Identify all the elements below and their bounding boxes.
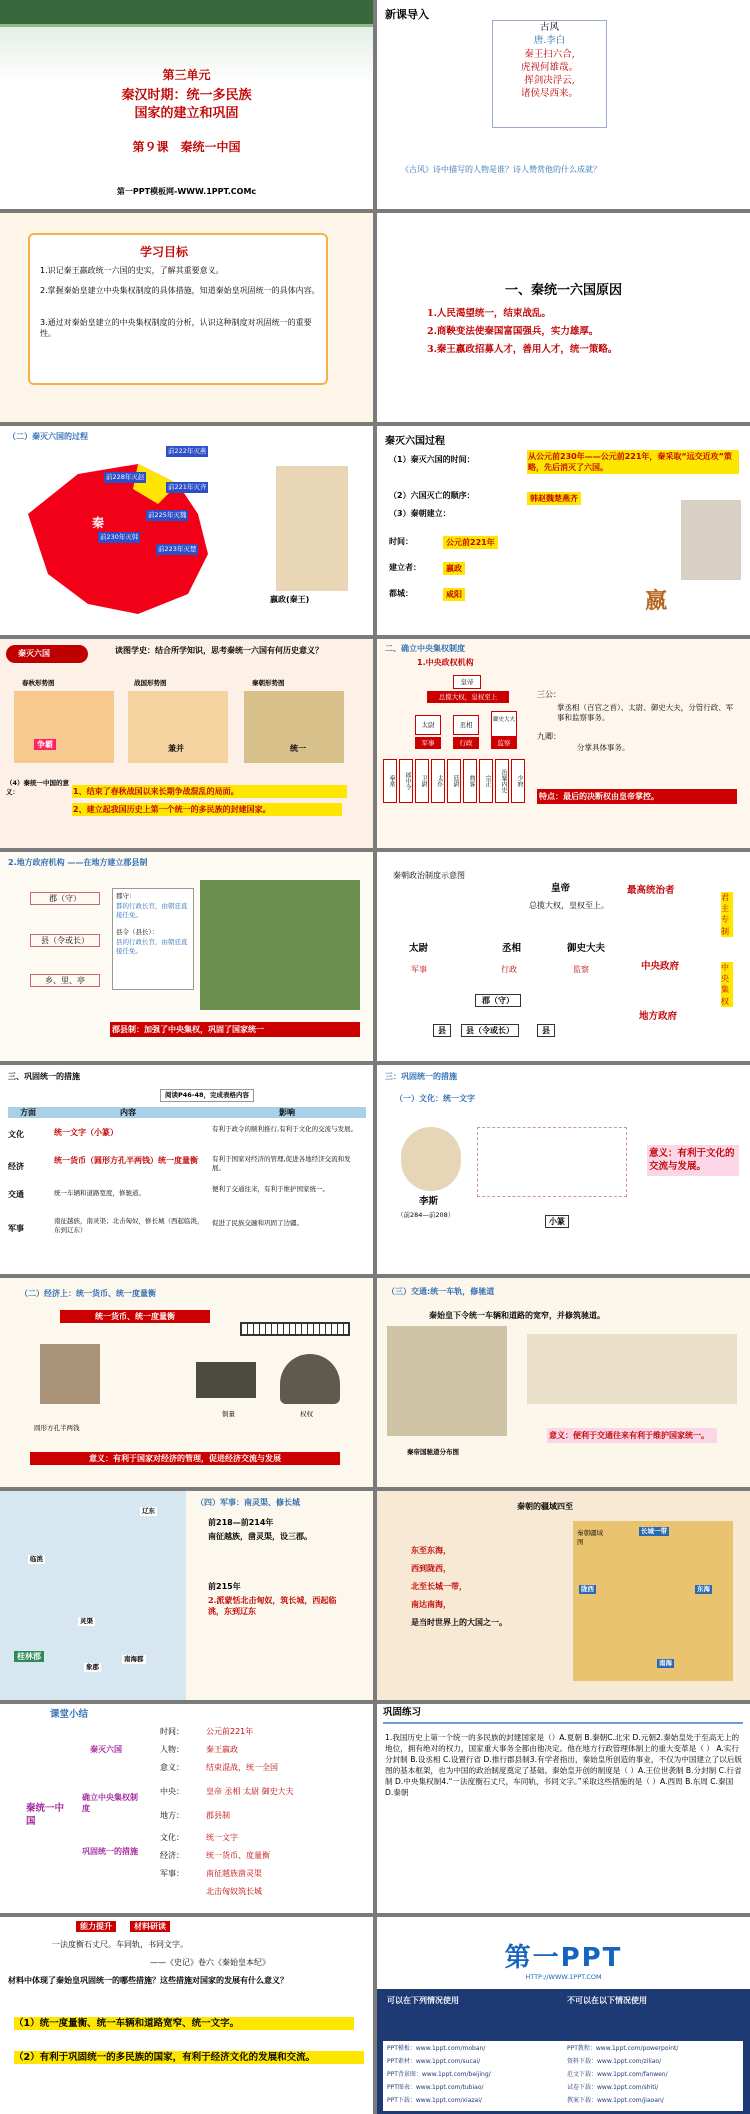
slide-heading: （二）经济上：统一货币、统一度量衡 [20, 1289, 156, 1298]
table-header: 方面 [8, 1107, 48, 1118]
map-label: 南海郡 [124, 1655, 144, 1663]
promo-link[interactable]: 资料下载：www.1ppt.com/ziliao/ [567, 2058, 662, 2065]
table-cell: 有利于国家对经济的管理,促进各地经济交流和发展。 [212, 1155, 351, 1172]
table-cell: 有利于政令的顺利推行,有利于文化的交流与发展。 [212, 1125, 358, 1133]
table-cell: 文化 [8, 1130, 24, 1139]
minister-box: 郎中令 [399, 759, 413, 803]
promo-link[interactable]: PPT模板：www.1ppt.com/moban/ [387, 2045, 486, 2052]
extent-line: 南达南海， [411, 1600, 451, 1609]
summary-value: 北击匈奴筑长城 [206, 1887, 262, 1896]
summary-key: 经济： [160, 1851, 184, 1860]
slide-transport [377, 1278, 750, 1487]
map-spring-autumn [14, 691, 114, 763]
slide-heading: 新课导入 [385, 8, 429, 21]
reason-3: 3.秦王嬴政招募人才，善用人才，统一策略。 [427, 344, 618, 355]
note-label: 郡守： [116, 892, 136, 900]
slide-heading: 秦朝的疆域四至 [517, 1502, 573, 1511]
map-label: 前222年灭燕 [168, 447, 207, 455]
summary-key: 时间： [160, 1727, 184, 1736]
branch-label: 监察 [491, 737, 517, 749]
level-commandery: 郡（守） [30, 892, 100, 905]
map-label: 前225年灭魏 [148, 511, 187, 519]
table-cell: 经济 [8, 1162, 24, 1171]
note-text: 都的行政长官，由朝廷直接任免。 [116, 902, 188, 919]
table-header: 内容 [48, 1107, 208, 1118]
map-caption: 秦朝形势图 [252, 679, 285, 687]
map-label: 南海 [659, 1659, 672, 1667]
ruler-image [240, 1322, 350, 1336]
office-label: 太尉 [409, 943, 429, 954]
county-box: 县（令或长） [461, 1024, 519, 1037]
unit-subtitle-2: 国家的建立和巩固 [134, 106, 239, 121]
map-label: 前221年灭齐 [168, 483, 207, 491]
county-box: 县 [537, 1024, 555, 1037]
meaning-note: 意义：有利于文化的交流与发展。 [647, 1145, 739, 1176]
minister-box: 廷尉 [447, 759, 461, 803]
county-box: 县 [433, 1024, 451, 1037]
slide-culture [377, 1065, 750, 1274]
office-box: 御史大夫 [491, 711, 517, 737]
minister-box: 典客 [463, 759, 477, 803]
slide-heading: 秦灭六国过程 [385, 436, 445, 447]
promo-logo: 第一PPT [504, 1943, 623, 1973]
map-label: 灵渠 [80, 1617, 93, 1625]
item-value: 韩赵魏楚燕齐 [527, 492, 581, 505]
emperor-note: 总揽大权，皇权至上。 [529, 901, 609, 910]
map-label: 临洮 [30, 1555, 43, 1563]
summary-key: 地方： [160, 1811, 184, 1820]
map-title: 秦朝疆域图 [577, 1529, 603, 1546]
portrait-years: （前284—前208） [397, 1211, 455, 1219]
extent-line: 东至东海， [411, 1546, 451, 1555]
promo-link[interactable]: 教案下载：www.1ppt.com/jiaoan/ [567, 2097, 664, 2104]
lesson-title: 第９课 秦统一中国 [132, 140, 241, 154]
poem-line: 虎视何雄哉。 [520, 61, 578, 73]
summary-root: 秦统一中国 [26, 1803, 65, 1828]
office-label: 御史大夫 [567, 943, 606, 954]
summary-branch: 确立中央集权制度 [82, 1793, 138, 1814]
summary-value: 统一文字 [206, 1833, 238, 1842]
promo-link[interactable]: 试卷下载：www.1ppt.com/shiti/ [567, 2084, 659, 2091]
table-header: 影响 [208, 1107, 366, 1118]
weight-image [280, 1354, 340, 1404]
slide-system-diagram [377, 852, 750, 1061]
slide-reasons [377, 213, 750, 422]
portrait-caption: 嬴政(秦王) [270, 595, 310, 604]
branch-label: 军事 [415, 737, 441, 749]
map-caption: 秦帝国驰道分布图 [407, 1448, 459, 1456]
period-year: 前218—前214年 [208, 1518, 274, 1527]
commandery-box: 郡（守） [475, 994, 521, 1007]
branch-label: 军事 [411, 965, 427, 974]
slide-intro [377, 0, 750, 209]
road-map [387, 1326, 507, 1436]
side-label: 中央集权 [721, 962, 733, 1007]
minister-box: 奉常 [383, 759, 397, 803]
summary-key: 意义： [160, 1763, 184, 1772]
subheading: 1.中央政权机构 [417, 658, 474, 667]
map-label: 前223年灭楚 [158, 545, 197, 553]
map-label: 象郡 [86, 1663, 99, 1671]
image-caption: 权权 [300, 1410, 313, 1418]
image-caption: 圆形方孔半两钱 [34, 1424, 80, 1432]
summary-key: 军事： [160, 1869, 184, 1878]
map-label: 前228年灭赵 [106, 473, 145, 481]
promo-url: HTTP://WWW.1PPT.COM [525, 1973, 602, 1981]
minister-box: 少府 [511, 759, 525, 803]
summary-branch: 秦灭六国 [90, 1745, 122, 1754]
office-box: 丞相 [453, 715, 479, 735]
goal-1: 1.识记秦王嬴政统一六国的史实，了解其重要意义。 [40, 266, 224, 275]
promo-link[interactable]: PPT素材：www.1ppt.com/sucai/ [387, 2058, 481, 2065]
reasons-title: 一、秦统一六国原因 [504, 283, 622, 298]
promo-heading: 不可以在以下情况使用 [567, 1996, 647, 2005]
slide-exercises [377, 1704, 750, 1913]
tag-label: 秦灭六国 [18, 649, 50, 658]
item-label: （2）六国灭亡的顺序： [389, 491, 475, 500]
slide-heading: （三）交通:统一车轨，修驰道 [387, 1287, 495, 1296]
unit-title: 第三单元 [162, 68, 211, 82]
tag-label: 材料研读 [130, 1921, 170, 1932]
table-cell: 南征越族，南灵渠；北击匈奴，修长城（西起临洮，东到辽东） [54, 1217, 204, 1234]
period-text: 南征越族，凿灵渠，设三郡。 [208, 1531, 312, 1541]
note-text: 县的行政长官，由朝廷直接任免。 [116, 938, 188, 955]
slide-heading: （二）秦灭六国的过程 [8, 432, 88, 441]
label-nine-ministers: 九卿： [537, 732, 561, 741]
body-text: 秦始皇下令统一车辆和道路的宽窄，并修筑驰道。 [429, 1311, 605, 1320]
goal-2: 2.掌握秦始皇建立中央集权制度的具体措施，知道秦始皇巩固统一的具体内容。 [40, 286, 320, 295]
table-cell: 军事 [8, 1224, 24, 1233]
exercise-text: 1.我国历史上第一个统一的多民族的封建国家是（）A.夏朝 B.秦朝C.北宋 D.元朝2.秦始皇处于至高无上的地位，拥有绝对的权力，国家重大事务全都由他决定。他在地方行政管理体制上的重大变革是（ ） A.实行分封制 B.设丞相 C.设置行省 D.推行郡县制3.有学者指出，秦始皇所创造的事业，不仅为中国建立了以后版图的基本框架，也为中国的政治制度奠定了基础。秦始皇开创的制度是（ ）A.王位世袭制 B.分封制 C.行省制 D.中央集权制4.“一法度衡石丈尺，车同轨，书同文字。”采取这些措施的是（ ）A.西周 B.东周 C.秦国 D.秦朝 [385, 1733, 743, 1797]
significance-1: 1、结束了春秋战国以来长期争战混乱的局面。 [72, 785, 347, 798]
table-cell: 统一车辆和道路宽度，修驰道。 [54, 1189, 145, 1197]
poem-box [492, 20, 607, 128]
topic-bar: 统一货币、统一度量衡 [60, 1310, 210, 1323]
question-text: 《古风》诗中描写的人物是谁？诗人赞赏他的什么成就？ [401, 165, 601, 174]
slide-promo [377, 1917, 750, 2114]
table-cell: 促进了民族交融和巩固了边疆。 [212, 1219, 303, 1227]
item-value: 公元前221年 [443, 536, 498, 549]
feature-note: 特点：最后的决断权由皇帝掌控。 [537, 789, 737, 804]
summary-value: 皇帝 丞相 太尉 御史大夫 [206, 1787, 294, 1796]
table-cell: 便利了交通往来，有利于维护国家统一。 [212, 1185, 329, 1193]
slide-heading: 三：巩固统一的措施 [385, 1072, 457, 1081]
slide-local-govt [0, 852, 373, 1061]
branch-label: 行政 [501, 965, 517, 974]
goal-3: 3.通过对秦始皇建立的中央集权制度的分析，认识这种制度对巩固统一的重要性。 [40, 318, 312, 339]
item-label: （3）秦朝建立： [389, 509, 451, 518]
meaning-note: 意义：有利于国家对经济的管理，促进经济交流与发展 [30, 1452, 340, 1465]
period-year: 前215年 [208, 1582, 241, 1591]
map-label: 桂林郡 [14, 1651, 44, 1662]
promo-link[interactable]: PPT背景图：www.1ppt.com/beijing/ [387, 2071, 491, 2078]
slide-heading: 三、巩固统一的措施 [8, 1072, 80, 1081]
emperor-box: 皇帝 [453, 675, 481, 689]
divider [383, 1722, 743, 1724]
statue-image [681, 500, 741, 580]
measure-image [196, 1362, 256, 1398]
emperor-note: 总揽大权，皇权至上 [427, 691, 509, 703]
quote-source: ——《史记》卷六《秦始皇本纪》 [150, 1958, 270, 1967]
meaning-note: 意义：便利于交通往来有利于维护国家统一。 [547, 1428, 717, 1443]
map-label: 辽东 [142, 1507, 155, 1515]
slide-heading: 2.地方政府机构 ——在地方建立郡县制 [8, 858, 148, 867]
image-caption: 铜量 [222, 1410, 235, 1418]
label-three-dukes: 三公： [537, 690, 561, 699]
question-text: 材料中体现了秦始皇巩固统一的哪些措施？这些措施对国家的发展有什么意义？ [8, 1976, 288, 1985]
table-cell: 交通 [8, 1190, 24, 1199]
slide-military [0, 1491, 373, 1700]
slide-process [377, 426, 750, 635]
coins-image [40, 1344, 100, 1404]
slide-significance [0, 639, 373, 848]
map-label: 长城一带 [641, 1527, 667, 1535]
quote-text: 一法度衡石丈尺。车同轨，书同文字。 [52, 1940, 188, 1949]
summary-value: 统一货币、度量衡 [206, 1851, 270, 1860]
summary-value: 公元前221年 [206, 1727, 254, 1736]
extent-line: 西到陇西， [411, 1564, 451, 1573]
side-label: 君主专制 [721, 892, 733, 937]
branch-label: 监察 [573, 965, 589, 974]
poem-author: 唐.李白 [533, 35, 566, 47]
poem-line: 诸侯尽西来。 [520, 88, 578, 100]
extent-line: 北至长城一带， [411, 1582, 467, 1591]
portrait-image [276, 466, 348, 591]
summary-key: 人物： [160, 1745, 184, 1754]
poem-title: 古风 [539, 22, 559, 33]
reason-2: 2.商鞅变法使秦国富国强兵，实力雄厚。 [427, 326, 599, 337]
minister-box: 宗正 [479, 759, 493, 803]
map-label: 东海 [697, 1585, 710, 1593]
summary-key: 文化： [160, 1833, 184, 1842]
map-label-qin: 秦 [92, 516, 105, 530]
slide-goals [0, 213, 373, 422]
central-govt-label: 中央政府 [641, 961, 680, 972]
promo-links [383, 2041, 743, 2111]
slide-central-govt [377, 639, 750, 848]
slide-material [0, 1917, 373, 2114]
item-label: 都城： [389, 589, 413, 598]
item-label: （1）秦灭六国的时间： [389, 455, 475, 464]
chariot-image [527, 1334, 737, 1404]
text-nine-ministers: 分掌具体事务。 [577, 743, 630, 752]
branch-label: 行政 [453, 737, 479, 749]
script-label: 小篆 [545, 1215, 569, 1228]
county-map [200, 880, 360, 1010]
bamboo-banner [0, 0, 373, 30]
nine-ministers [383, 759, 529, 805]
goals-title: 学习目标 [140, 245, 189, 259]
unit-subtitle-1: 秦汉时期：统一多民族 [121, 88, 252, 103]
minister-box: 太仆 [431, 759, 445, 803]
reason-1: 1.人民渴望统一，结束战乱。 [427, 308, 551, 319]
item-value: 从公元前230年——公元前221年，秦采取“远交近攻”策略，先后消灭了六国。 [527, 450, 739, 474]
table-cell: 统一货币（圆形方孔半两钱）统一度量衡 [54, 1156, 198, 1165]
level-township: 乡、里、亭 [30, 974, 100, 987]
map-label: 前230年灭韩 [100, 533, 139, 541]
local-govt-label: 地方政府 [639, 1011, 678, 1022]
significance-2: 2、建立起我国历史上第一个统一的多民族的封建国家。 [72, 803, 342, 816]
minister-box: 治粟内史 [495, 759, 509, 803]
slide-measures-table [0, 1065, 373, 1274]
slide-heading: 巩固练习 [383, 1707, 422, 1718]
slide-title [0, 0, 373, 209]
note-label: 县令（县长）： [116, 928, 159, 936]
minister-box: 卫尉 [415, 759, 429, 803]
summary-value: 结束混战，统一全国 [206, 1763, 278, 1772]
map-label: 争霸 [34, 739, 56, 750]
slide-heading: 秦朝政治制度示意图 [393, 871, 465, 880]
slide-heading: 二、确立中央集权制度 [385, 644, 465, 653]
slide-economy [0, 1278, 373, 1487]
item-value: 嬴政 [443, 562, 465, 575]
poem-line: 秦王扫六合, [524, 48, 575, 60]
table-cell: 统一文字（小篆） [54, 1128, 118, 1137]
promo-link[interactable]: PPT教程：www.1ppt.com/powerpoint/ [567, 2045, 679, 2052]
summary-key: 中央： [160, 1787, 184, 1796]
tag-label: 能力提升 [76, 1921, 116, 1932]
summary-value: 秦王嬴政 [206, 1745, 238, 1754]
promo-heading: 可以在下列情况使用 [387, 1996, 459, 2005]
item-label: 建立者： [389, 563, 421, 572]
poem-line: 挥剑决浮云, [524, 75, 575, 87]
bottom-note: 郡县制：加强了中央集权，巩固了国家统一 [110, 1022, 360, 1037]
item-label: 时间： [389, 537, 413, 546]
slide-heading: （四）军事：南灵渠、修长城 [196, 1498, 300, 1507]
map-caption: 春秋形势图 [22, 679, 55, 687]
office-box: 太尉 [415, 715, 441, 735]
portrait-image [401, 1127, 461, 1191]
subheading: （一）文化：统一文字 [395, 1094, 475, 1103]
seal-character: 嬴 [645, 589, 668, 614]
promo-link[interactable]: PPT图表：www.1ppt.com/tubiao/ [387, 2084, 484, 2091]
promo-link[interactable]: PPT下载：www.1ppt.com/xiazai/ [387, 2097, 482, 2104]
item-value: 咸阳 [443, 588, 465, 601]
read-instruction: 阅读P46-48，完成表格内容 [160, 1089, 254, 1102]
extent-line: 是当时世界上的大国之一。 [411, 1618, 507, 1627]
level-county: 县（令或长） [30, 934, 100, 947]
footer-text: 第一PPT模板网-WWW.1PPT.COMc [116, 187, 257, 196]
text-three-dukes: 掌丞相（百官之首）、太尉、御史大夫，分管行政、军事和监察事务。 [557, 703, 734, 723]
map-label: 统一 [290, 744, 306, 753]
slide-territory [377, 1491, 750, 1700]
slide-heading: 课堂小结 [50, 1709, 89, 1720]
summary-branch: 巩固统一的措施 [82, 1847, 138, 1856]
slide-summary [0, 1704, 373, 1913]
map-label: 陇西 [581, 1585, 594, 1593]
answer-2: （2）有利于巩固统一的多民族的国家，有利于经济文化的发展和交流。 [14, 2051, 364, 2064]
question: （4）秦统一中国的意义： [6, 779, 70, 796]
top-ruler-label: 最高统治者 [627, 885, 675, 896]
summary-value: 南征越族凿灵渠 [206, 1869, 262, 1878]
answer-1: （1）统一度量衡、统一车辆和道路宽窄、统一文字。 [14, 2017, 354, 2030]
emperor-label: 皇帝 [551, 883, 571, 894]
map-caption: 战国形势图 [134, 679, 167, 687]
script-chart [477, 1127, 627, 1197]
office-label: 丞相 [502, 943, 522, 954]
period-text: 2.派蒙恬北击匈奴，筑长城，西起临洮，东到辽东 [208, 1595, 337, 1617]
read-prompt: 读图学史：结合所学知识，思考秦统一六国有何历史意义？ [115, 646, 323, 655]
portrait-name: 李斯 [419, 1196, 439, 1207]
map-label: 兼并 [168, 744, 184, 753]
summary-value: 郡县制 [206, 1811, 230, 1820]
slide-conquest-map [0, 426, 373, 635]
promo-link[interactable]: 范文下载：www.1ppt.com/fanwen/ [567, 2071, 668, 2078]
